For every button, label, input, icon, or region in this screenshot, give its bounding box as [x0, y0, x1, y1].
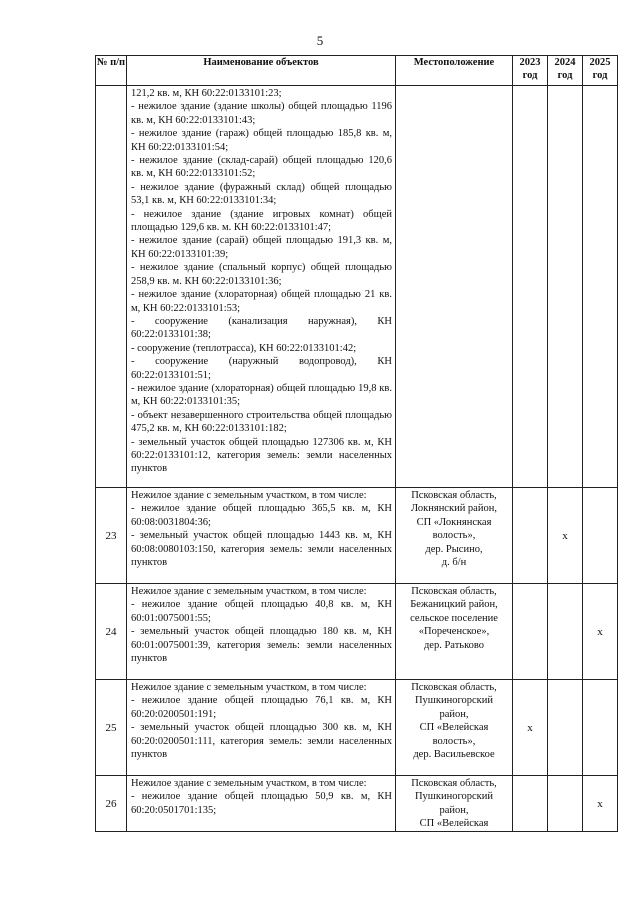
location-line: Бежаницкий район,	[410, 599, 498, 611]
location-line: Псковская область,	[411, 682, 497, 693]
location-line: СП «Велейская	[419, 722, 489, 734]
table-header-row	[96, 56, 618, 86]
object-line: - объект незавершенного строительства общей площадью 475,2 кв. м, КН 60:22:0133101:182;	[131, 409, 392, 435]
table-row	[96, 776, 618, 832]
location-line: Локнянский район,	[411, 503, 497, 515]
row-number	[96, 86, 127, 488]
table-row	[96, 584, 618, 680]
table-row	[96, 488, 618, 584]
object-description	[127, 488, 396, 584]
header-2025: 2025 год	[583, 56, 618, 86]
row-number: 25	[96, 680, 127, 776]
object-line: - нежилое здание (склад-сарай) общей площадью 120,6 кв. м, КН 60:22:0133101:52;	[131, 155, 392, 180]
object-line: 121,2 кв. м, КН 60:22:0133101:23;	[131, 88, 282, 99]
object-line: - земельный участок общей площадью 300 кв. м, КН 60:20:0200501:111, категория земель: земли населенных пунктов	[131, 722, 392, 761]
mark-2024	[548, 86, 583, 488]
location-line: район,	[439, 804, 469, 816]
location-line: Псковская область,	[411, 490, 497, 501]
mark-2025	[583, 488, 618, 584]
object-line: Нежилое здание с земельным участком, в том числе:	[131, 682, 367, 693]
object-line: - нежилое здание (хлораторная) общей площадью 21 кв. м, КН 60:22:0133101:53;	[131, 289, 392, 314]
header-2023: 2023 год	[513, 56, 548, 86]
object-line: - нежилое здание (гараж) общей площадью 185,8 кв. м, КН 60:22:0133101:54;	[131, 128, 392, 153]
row-number: 26	[96, 776, 127, 832]
mark-2024: х	[548, 488, 583, 584]
object-description	[127, 584, 396, 680]
object-description	[127, 776, 396, 832]
mark-2023	[513, 776, 548, 832]
row-number: 24	[96, 584, 127, 680]
mark-2024	[548, 584, 583, 680]
object-location	[396, 488, 513, 584]
location-line: Псковская область,	[411, 586, 497, 597]
table-row	[96, 680, 618, 776]
object-location	[396, 776, 513, 832]
location-line: д. б/н	[441, 557, 467, 569]
mark-2024	[548, 680, 583, 776]
object-line: - нежилое здание (спальный корпус) общей площадью 258,9 кв. м. КН 60:22:0133101:36;	[131, 262, 392, 287]
header-num: № п/п	[96, 56, 127, 86]
object-line: - земельный участок общей площадью 180 кв. м, КН 60:01:0075001:39, категория земель: земли населенных пунктов	[131, 626, 392, 665]
object-location	[396, 584, 513, 680]
objects-table	[95, 55, 618, 832]
location-line: дер. Васильевское	[413, 749, 495, 761]
object-line: - нежилое здание (здание игровых комнат) общей площадью 129,6 кв. м. КН 60:22:0133101:47;	[131, 208, 392, 234]
object-line: Нежилое здание с земельным участком, в том числе:	[131, 778, 367, 789]
location-line: район,	[439, 708, 469, 720]
location-line: Псковская область,	[411, 778, 497, 789]
object-line: Нежилое здание с земельным участком, в том числе:	[131, 586, 367, 597]
object-line: - нежилое здание общей площадью 40,8 кв. м, КН 60:01:0075001:55;	[131, 599, 392, 624]
object-line: - земельный участок общей площадью 1443 кв. м, КН 60:08:0080103:150, категория земель: земли населенных пунктов	[131, 530, 392, 569]
object-description	[127, 680, 396, 776]
location-line: волость»,	[432, 530, 476, 542]
mark-2024	[548, 776, 583, 832]
mark-2023: х	[513, 680, 548, 776]
object-line: - сооружение (теплотрасса), КН 60:22:0133101:42;	[131, 342, 357, 354]
object-line: - сооружение (канализация наружная), КН 60:22:0133101:38;	[131, 315, 392, 341]
header-name: Наименование объектов	[127, 56, 396, 86]
header-location: Местоположение	[396, 56, 513, 86]
object-line: - нежилое здание общей площадью 50,9 кв. м, КН 60:20:0501701:135;	[131, 791, 392, 816]
object-line: - нежилое здание общей площадью 76,1 кв. м, КН 60:20:0200501:191;	[131, 695, 392, 720]
location-line: сельское поселение	[410, 612, 498, 624]
mark-2025: х	[583, 584, 618, 680]
object-line: Нежилое здание с земельным участком, в том числе:	[131, 490, 367, 501]
header-2024: 2024 год	[548, 56, 583, 86]
object-location	[396, 680, 513, 776]
location-line: Пушкиногорский	[414, 695, 494, 707]
object-line: - земельный участок общей площадью 127306 кв. м, КН 60:22:0133101:12, категория земель: земли населенных пунктов	[131, 436, 392, 475]
mark-2023	[513, 584, 548, 680]
mark-2023	[513, 86, 548, 488]
row-number: 23	[96, 488, 127, 584]
location-line: «Пореченское»,	[418, 626, 490, 638]
mark-2025: х	[583, 776, 618, 832]
mark-2023	[513, 488, 548, 584]
location-line: волость»,	[432, 735, 476, 747]
object-location	[396, 86, 513, 488]
object-line: - нежилое здание (хлораторная) общей площадью 19,8 кв. м, КН 60:22:0133101:35;	[131, 382, 392, 408]
object-line: - сооружение (наружный водопровод), КН 60:22:0133101:51;	[131, 356, 392, 381]
location-line: Пушкиногорский	[414, 791, 494, 803]
page-number: 5	[316, 33, 324, 48]
location-line: СП «Велейская	[419, 818, 489, 830]
location-line: дер. Ратьково	[423, 639, 485, 651]
table-row	[96, 86, 618, 488]
location-line: СП «Локнянская	[416, 516, 492, 528]
mark-2025	[583, 680, 618, 776]
object-line: - нежилое здание общей площадью 365,5 кв. м, КН 60:08:0031804:36;	[131, 503, 392, 528]
location-line: дер. Рысино,	[425, 543, 483, 555]
object-line: - нежилое здание (здание школы) общей площадью 1196 кв. м, КН 60:22:0133101:43;	[131, 101, 392, 126]
object-line: - нежилое здание (сарай) общей площадью 191,3 кв. м, КН 60:22:0133101:39;	[131, 235, 392, 260]
mark-2025	[583, 86, 618, 488]
object-description	[127, 86, 396, 488]
object-line: - нежилое здание (фуражный склад) общей площадью 53,1 кв. м, КН 60:22:0133101:34;	[131, 181, 392, 207]
